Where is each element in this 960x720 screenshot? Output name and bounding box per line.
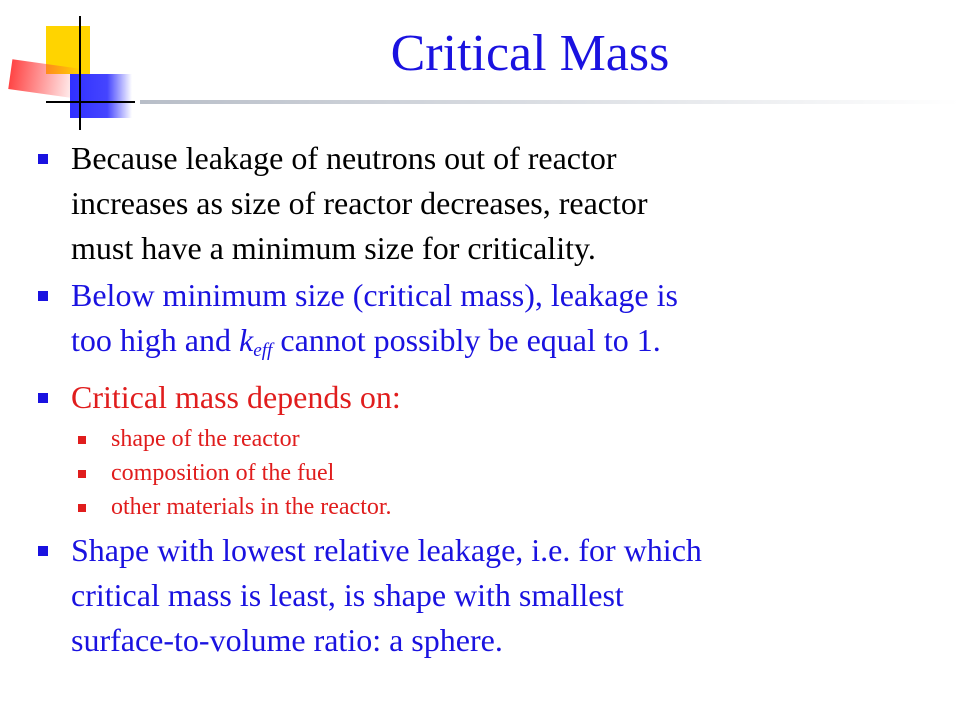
small-square-bullet-icon: [78, 436, 86, 444]
bullet-text-line: Below minimum size (critical mass), leakage is: [71, 277, 678, 313]
k-subscript: eff: [253, 339, 273, 361]
sub-bullet-text: shape of the reactor: [111, 425, 300, 452]
bullet-text-line: Shape with lowest relative leakage, i.e. for which: [71, 531, 702, 568]
text-segment: too high and: [71, 322, 239, 358]
bullet-text-line: surface-to-volume ratio: a sphere.: [71, 621, 503, 658]
slide-body: [36, 136, 936, 665]
bullet-text-line: must have a minimum size for criticality.: [71, 230, 596, 266]
k-symbol: k: [238, 322, 254, 358]
bullet-text-line: Critical mass depends on:: [71, 378, 401, 415]
text-segment: cannot possibly be equal to 1.: [272, 322, 661, 358]
bullet-leakage-size: [36, 136, 936, 271]
sub-bullet-text: composition of the fuel: [111, 459, 335, 486]
bullet-minimum-size: [36, 273, 936, 373]
bullet-text-line: Because leakage of neutrons out of reactor: [71, 140, 617, 176]
square-bullet-icon: [38, 291, 48, 301]
square-bullet-icon: [38, 154, 48, 164]
bullet-text-line: critical mass is least, is shape with smallest: [71, 576, 624, 613]
bullet-text-line: [71, 318, 936, 373]
sub-bullet-other-materials: [78, 490, 936, 524]
sub-bullet-text: other materials in the reactor.: [111, 493, 392, 520]
square-bullet-icon: [38, 546, 48, 556]
sub-bullet-composition: [78, 456, 936, 490]
bullet-text-line: increases as size of reactor decreases, reactor: [71, 185, 648, 221]
title-underline: [140, 100, 960, 104]
decorative-squares-logo: [0, 0, 140, 140]
slide-title: Critical Mass: [390, 25, 670, 82]
bullet-sphere-shape: [36, 528, 936, 663]
small-square-bullet-icon: [78, 470, 86, 478]
bullet-critical-mass-depends: [36, 375, 936, 420]
sub-bullet-shape: [78, 422, 936, 456]
square-bullet-icon: [38, 393, 48, 403]
small-square-bullet-icon: [78, 504, 86, 512]
